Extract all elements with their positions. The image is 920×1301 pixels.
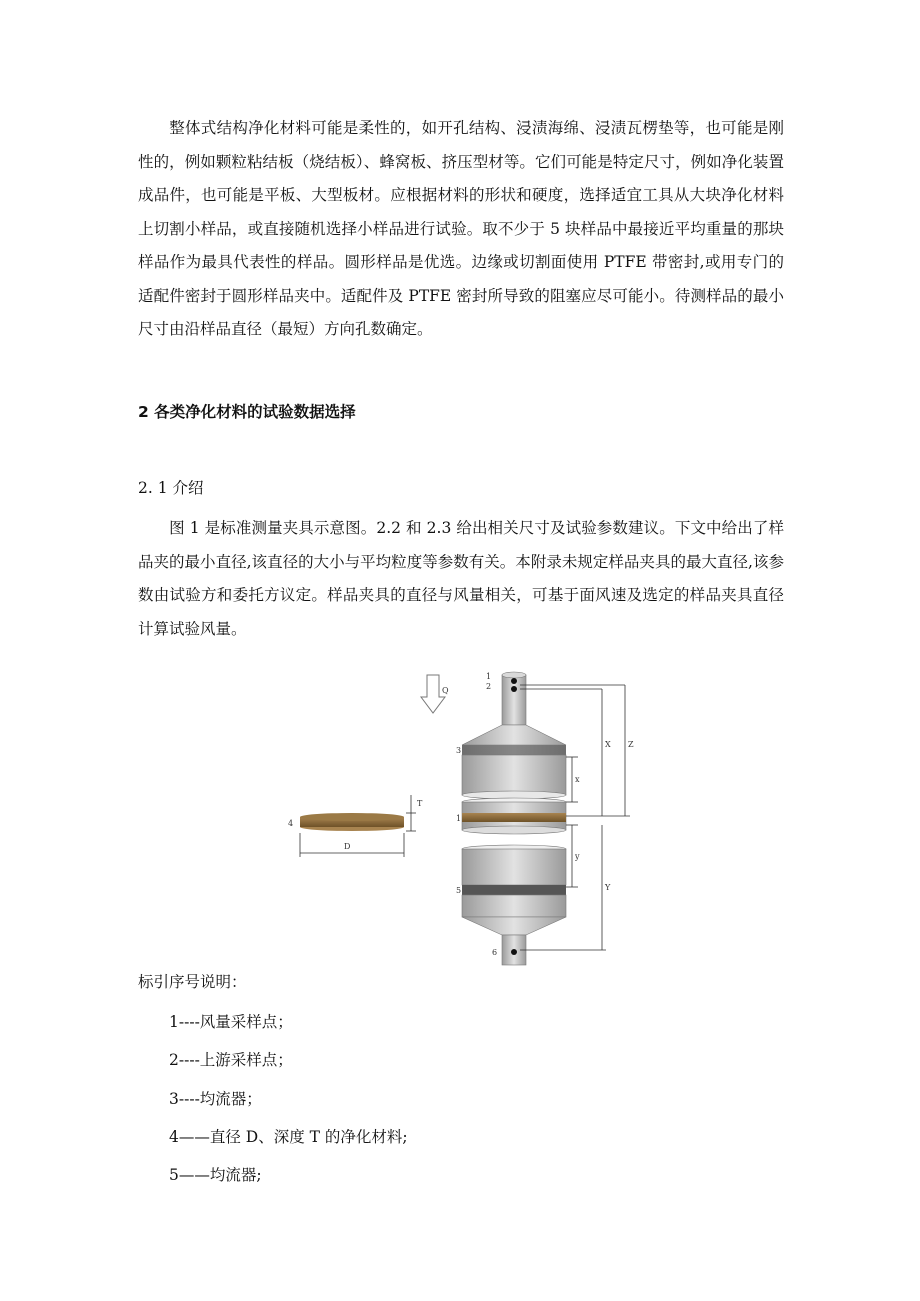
- disc-thickness-label: T: [417, 799, 423, 808]
- material-disc: [300, 813, 404, 831]
- label-6: 6: [492, 948, 498, 957]
- paragraph-text: 图 1 是标准测量夹具示意图。2.2 和 2.3 给出相关尺寸及试验参数建议。下文中给出了样品夹的最小直径,该直径的大小与平均粒度等参数有关。本附录未规定样品夹具的最大直径,该参数由试验方和委托方议定。样品夹具的直径与风量相关，可基于面风速及选定的样品夹具直径计算试验风量。: [138, 519, 784, 638]
- label-3: 3: [456, 746, 462, 755]
- lower-section: [462, 845, 566, 965]
- upper-cone: [462, 725, 566, 799]
- dimension-y: y: [575, 852, 580, 861]
- sample-holder: [462, 798, 566, 834]
- legend-item: 1----风量采样点；: [169, 1013, 293, 1031]
- dimension-x: x: [575, 775, 580, 784]
- figure-test-fixture-diagram: [280, 665, 660, 970]
- dimension-X: X: [605, 740, 611, 749]
- label-1: 1: [486, 672, 492, 681]
- dimension-Y: Y: [605, 883, 611, 892]
- label-material: 1: [456, 814, 462, 823]
- paragraph-introduction: [138, 512, 784, 646]
- disc-diameter-label: D: [344, 842, 351, 851]
- label-5: 5: [456, 886, 462, 895]
- paragraph-text: 整体式结构净化材料可能是柔性的，如开孔结构、浸渍海绵、浸渍瓦楞垫等，也可能是刚性的，例如颗粒粘结板（烧结板）、蜂窝板、挤压型材等。它们可能是特定尺寸，例如净化装置成品件，也可能是平板、大型板材。应根据材料的形状和硬度，选择适宜工具从大块净化材料上切割小样品，或直接随机选择小样品进行试验。取不少于 5 块样品中最接近平均重量的那块样品作为最具代表性的样品。圆形样品是优选。边缘或切割面使用 PTFE 带密封,或用专门的适配件密封于圆形样品夹中。适配件及 PTFE 密封所导致的阻塞应尽可能小。待测样品的最小尺寸由沿样品直径（最短）方向孔数确定。: [138, 119, 784, 338]
- subsection-heading: 2. 1 介绍: [138, 479, 204, 497]
- legend-item: 2----上游采样点；: [169, 1051, 293, 1069]
- legend-item: 3----均流器；: [169, 1090, 262, 1108]
- section-heading: 2 各类净化材料的试验数据选择: [138, 403, 356, 421]
- paragraph-sample-preparation: [138, 112, 784, 347]
- legend-title: 标引序号说明：: [138, 973, 247, 991]
- disc-number: 4: [288, 819, 294, 828]
- flow-label: Q: [442, 686, 449, 695]
- label-2: 2: [486, 682, 492, 691]
- legend-item: 5——均流器;: [169, 1166, 262, 1184]
- legend-item: 4——直径 D、深度 T 的净化材料;: [169, 1128, 408, 1146]
- upper-tube: [502, 672, 526, 725]
- dimension-Z: Z: [628, 740, 634, 749]
